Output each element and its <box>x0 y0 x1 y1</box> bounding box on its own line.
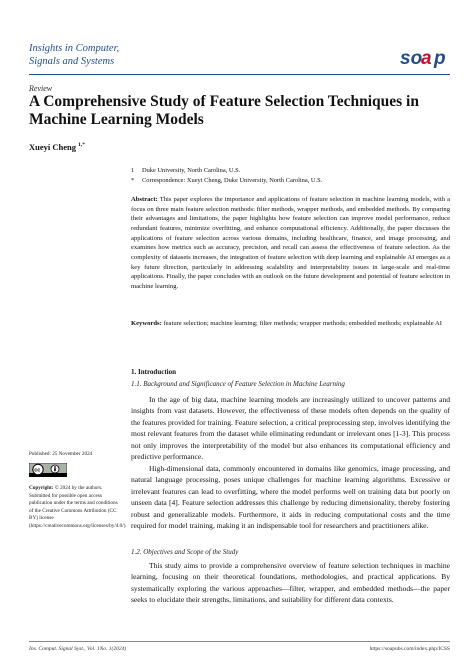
footer-rule <box>29 641 450 642</box>
abstract <box>131 195 450 292</box>
body-paragraph <box>131 394 450 462</box>
affiliation-text: Correspondence: Xueyi Cheng, Duke University, North Carolina, U.S. <box>142 177 323 184</box>
svg-text:p: p <box>434 48 446 69</box>
abstract-label: Abstract: <box>131 196 158 203</box>
copyright-notice <box>29 485 127 530</box>
body-paragraph <box>131 560 450 606</box>
author-line <box>29 142 85 152</box>
affiliation-text: Duke University, North Carolina, U.S. <box>142 167 241 174</box>
affiliation-num: * <box>131 177 135 184</box>
affiliation-num: 1 <box>131 167 135 174</box>
subsection-heading: 1.1. Background and Significance of Feature Selection in Machine Learning <box>131 380 345 388</box>
keywords-text: feature selection; machine learning; filter methods; wrapper methods; embedded methods; explainable AI <box>163 320 442 327</box>
affiliation-item <box>131 166 451 176</box>
author-name: Xueyi Cheng <box>29 142 76 152</box>
journal-name-line2: Signals and Systems <box>29 56 115 67</box>
copyright-text: © 2024 by the authors. Submitted for possible open access publication under the terms and conditions of the Creative Commons Attribution (CC BY) license (https://creativecommons.org/licenses/by/4.0/). <box>29 485 127 529</box>
subsection-heading: 1.2. Objectives and Scope of the Study <box>131 548 239 556</box>
header-rule <box>29 74 450 75</box>
paragraph-text: High-dimensional data, commonly encountered in domains like genomics, image processing, and natural language processing, poses unique challenges for machine learning algorithms. Excessive or irrelevant features can lead to overfitting, where the model performs well on training data but poorly on unseen data [4]. Feature selection addresses this challenge by reducing dimensionality, thereby fostering robust and generalizable models. Furthermore, it aids in reducing computational costs and the time required for model training, making it an indispensable tool for researchers and practitioners alike. <box>131 464 450 531</box>
article-type: Review <box>29 84 53 93</box>
svg-text:cc: cc <box>34 467 41 474</box>
article-title: A Comprehensive Study of Feature Selection Techniques in Machine Learning Models <box>29 93 419 128</box>
svg-text:so: so <box>400 48 423 69</box>
copyright-label: Copyright: <box>29 485 54 491</box>
affiliation-item <box>131 176 451 186</box>
published-date: Published: 25 November 2024 <box>29 451 93 457</box>
body-paragraph <box>131 463 450 531</box>
svg-text:a: a <box>421 48 432 69</box>
publisher-logo <box>400 45 452 69</box>
affiliations <box>131 166 451 186</box>
footer-citation: Ins. Comput. Signal Syst., Vol. 1No. 1(2024) <box>29 646 127 652</box>
footer-url[interactable]: https://soapubs.com/index.php/ICSS <box>369 646 450 652</box>
author-marks: 1,* <box>78 142 85 149</box>
abstract-text: This paper explores the importance and applications of feature selection in machine learning models, with a focus on three main feature selection methods: filter methods, wrapper methods, and embedded methods. By comparing their advantages and limitations, the paper highlights how feature selection can improve model performance, reduce redundant features, minimize overfitting, and enhance computational efficiency. Additionally, the paper discusses the applications of feature selection across various domains, including healthcare, finance, and image processing, and examines how metrics such as accuracy, precision, and recall can assess the effectiveness of feature selection. As the complexity of datasets increases, the integration of feature selection with deep learning and explainable AI emerges as a key future direction, particularly in addressing scalability and interpretability issues in large-scale and real-time applications. Finally, the paper concludes with an outlook on the future development and potential of feature selection in machine learning. <box>131 196 451 290</box>
section-heading: 1. Introduction <box>131 368 176 376</box>
keywords-label: Keywords: <box>131 320 162 327</box>
paragraph-text: In the age of big data, machine learning models are increasingly utilized to uncover patterns and insights from vast datasets. However, the effectiveness of these models often depends on the quality of the features provided for training. Feature selection, a critical preprocessing step, involves identifying the most relevant features from the dataset while eliminating redundant or irrelevant ones [1-3]. This process not only improves the interpretability of the model but also enhances its computational efficiency and predictive performance. <box>131 395 450 462</box>
keywords <box>131 319 450 329</box>
paragraph-text: This study aims to provide a comprehensive overview of feature selection techniques in machine learning, focusing on their theoretical foundations, methodologies, and practical applications. By systematically exploring the various approaches—filter, wrapper, and embedded methods—the paper seeks to elucidate their strengths, limitations, and suitability for different data contexts. <box>131 561 450 605</box>
journal-name-line1: Insights in Computer, <box>29 43 120 54</box>
journal-name <box>29 42 229 68</box>
cc-by-license-icon[interactable] <box>29 463 67 477</box>
